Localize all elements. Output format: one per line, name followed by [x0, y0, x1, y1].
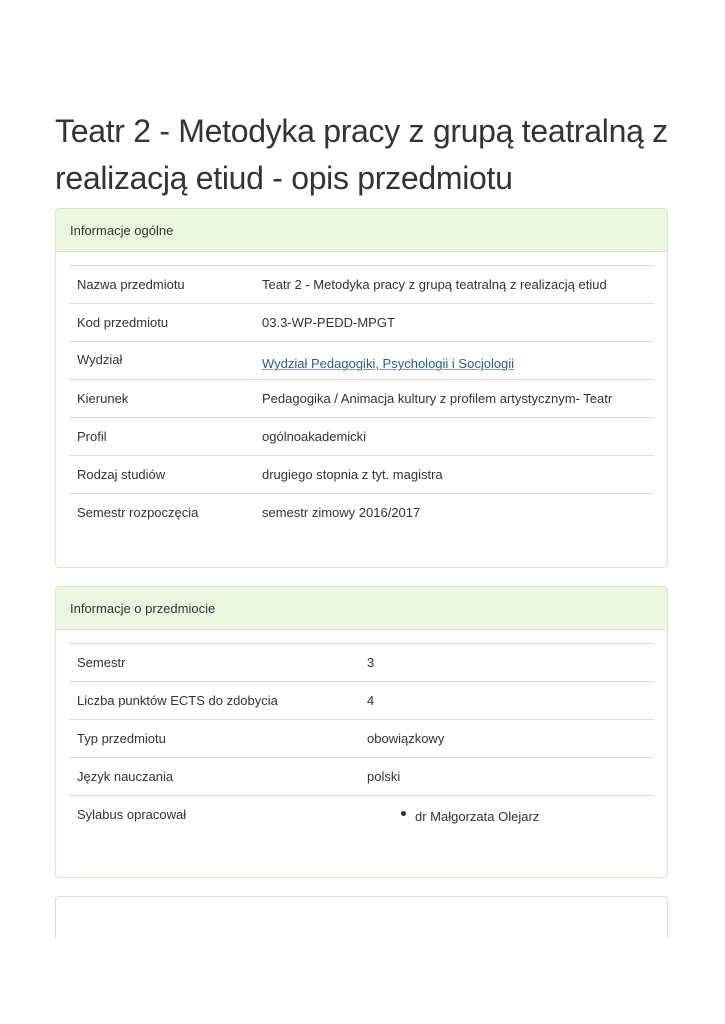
row-value: polski — [359, 758, 654, 796]
row-label: Typ przedmiotu — [69, 720, 359, 758]
page-title: Teatr 2 - Metodyka pracy z grupą teatralną z realizacją etiud - opis przedmiotu — [55, 113, 668, 196]
table-row — [69, 380, 654, 418]
table-row — [69, 644, 654, 682]
table-row — [69, 796, 654, 834]
table-row — [69, 494, 654, 532]
row-label: Rodzaj studiów — [69, 456, 254, 494]
row-value: semestr zimowy 2016/2017 — [254, 494, 654, 532]
table-row — [69, 456, 654, 494]
row-label: Kierunek — [69, 380, 254, 418]
row-value: Teatr 2 - Metodyka pracy z grupą teatralną z realizacją etiud — [254, 266, 654, 304]
table-row — [69, 682, 654, 720]
panel-heading: Informacje ogólne — [56, 209, 667, 252]
row-value: drugiego stopnia z tyt. magistra — [254, 456, 654, 494]
table-row — [69, 720, 654, 758]
page-bottom-mask — [0, 938, 725, 1024]
general-info-table — [69, 265, 654, 532]
author-list — [367, 809, 646, 824]
general-info-panel — [55, 208, 668, 568]
author-item: dr Małgorzata Olejarz — [403, 809, 646, 824]
table-row — [69, 342, 654, 380]
faculty-link[interactable]: Wydział Pedagogiki, Psychologii i Socjologii — [262, 356, 515, 371]
row-value: Pedagogika / Animacja kultury z profilem artystycznym- Teatr — [254, 380, 654, 418]
row-value: ogólnoakademicki — [254, 418, 654, 456]
row-label: Semestr rozpoczęcia — [69, 494, 254, 532]
course-info-panel — [55, 586, 668, 878]
panel-body — [56, 252, 667, 532]
row-label: Język nauczania — [69, 758, 359, 796]
table-row — [69, 418, 654, 456]
table-row — [69, 304, 654, 342]
row-label: Kod przedmiotu — [69, 304, 254, 342]
table-row — [69, 266, 654, 304]
row-value: 4 — [359, 682, 654, 720]
row-label: Wydział — [69, 342, 254, 380]
row-value — [359, 796, 654, 834]
row-value: 3 — [359, 644, 654, 682]
row-value: obowiązkowy — [359, 720, 654, 758]
table-row — [69, 758, 654, 796]
row-value: 03.3-WP-PEDD-MPGT — [254, 304, 654, 342]
row-label: Sylabus opracował — [69, 796, 359, 834]
row-label: Semestr — [69, 644, 359, 682]
course-info-table — [69, 643, 654, 834]
row-label: Liczba punktów ECTS do zdobycia — [69, 682, 359, 720]
row-value — [254, 342, 654, 380]
row-label: Profil — [69, 418, 254, 456]
panel-body — [56, 630, 667, 834]
panel-heading: Informacje o przedmiocie — [56, 587, 667, 630]
row-label: Nazwa przedmiotu — [69, 266, 254, 304]
